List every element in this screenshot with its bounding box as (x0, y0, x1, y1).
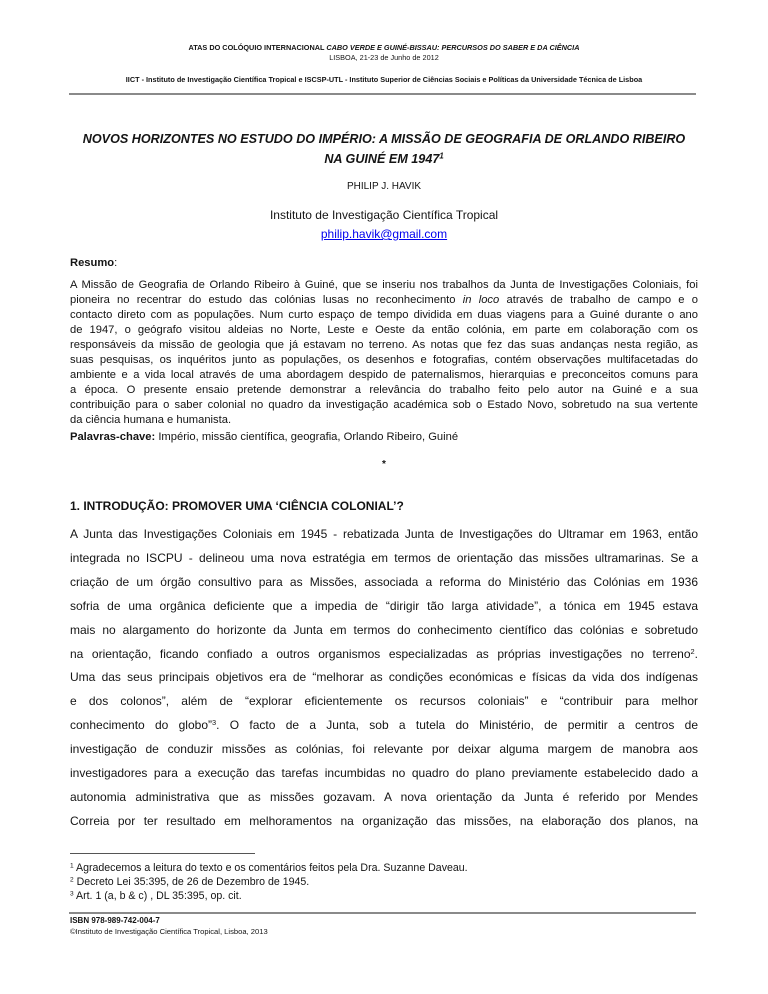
abstract-line: responsáveis da missão de geologia que já estavam no terreno. As notas que fez das suas andanças nesta região, as (70, 339, 698, 351)
header-divider (69, 93, 696, 95)
isbn: ISBN 978-989-742-004-7 (70, 916, 160, 925)
running-header-institutions: IICT - Instituto de Investigação Científica Tropical e ISCSP-UTL - Instituto Superior de Ciências Sociais e Políticas da Universidade Técnica de Lisboa (125, 75, 643, 84)
copyright: ©Instituto de Investigação Científica Tropical, Lisboa, 2013 (70, 927, 268, 936)
paper-title-line-1: NOVOS HORIZONTES NO ESTUDO DO IMPÉRIO: A MISSÃO DE GEOGRAFIA DE ORLANDO RIBEIRO (82, 132, 686, 146)
keywords (70, 429, 458, 445)
footnote-number: 3 (70, 890, 74, 898)
abstract-line: a época. O presente ensaio pretende demonstrar a relevância do trabalho feito pelo autor na Guiné e a sua (70, 384, 698, 396)
abstract-line: contacto direto com as populações. Num curto espaço de tempo dividida em duas viagens para a Guiné durante o ano (70, 309, 698, 321)
footnote-number: 2 (70, 876, 74, 884)
abstract-label-colon: : (114, 257, 118, 269)
body-paragraph (70, 523, 698, 834)
abstract-line: de 1947, o geógrafo visitou aldeias no Norte, Leste e Oeste da então colónia, em parte em colaboração com os (70, 324, 698, 336)
keywords-list: Império, missão científica, geografia, Orlando Ribeiro, Guiné (155, 431, 459, 443)
text-run: através de trabalho de campo e o (499, 294, 698, 306)
author-email-link[interactable]: philip.havik@gmail.com (320, 227, 448, 241)
body-line (70, 643, 698, 667)
body-line: integrada no ISCPU - delineou uma nova estratégia em termos de orientação das missões ultramarinas. Se a (70, 550, 698, 565)
body-line: sofria de uma orgânica deficiente que a impedia de “dirigir tão larga atividade”, a tónica em 1945 estava (70, 598, 698, 613)
abstract-line: suas pesquisas, os inquéritos junto as populações, os desenhos e fotografias, contém observações multifacetadas do (70, 354, 698, 366)
body-line: investigação de conduzir missões as colónias, foi relevante por deixar alguma margem de manobra aos (70, 742, 698, 757)
colloquium-label: ATAS DO COLÓQUIO INTERNACIONAL (188, 43, 327, 52)
body-line: criação de um órgão consultivo para as Missões, associada a reforma do Ministério das Colónias em 1936 (70, 574, 698, 589)
paper-title-text: NA GUINÉ EM 1947 (324, 152, 440, 166)
author-email-row (0, 226, 768, 242)
author-institution: Instituto de Investigação Científica Tropical (269, 208, 499, 222)
body-line: e dos colonos”, além de “explorar eficientemente os recursos coloniais” e “contribuir para melhor (70, 694, 698, 709)
text-run: na orientação, ficando confiado a outros organismos especializadas as próprias investigações no terreno (70, 646, 691, 661)
colloquium-name: CABO VERDE E GUINÉ-BISSAU: PERCURSOS DO SABER E DA CIÊNCIA (326, 43, 580, 52)
text-run: . O facto de a Junta, sob a tutela do Ministério, de permitir a centros de (216, 718, 698, 733)
footnote (70, 875, 468, 889)
abstract-line: da ciência humana e humanista. (70, 414, 232, 426)
footnote (70, 889, 468, 903)
running-header-title (0, 43, 768, 53)
footnote-text: Decreto Lei 35:395, de 26 de Dezembro de 1945. (73, 876, 310, 888)
abstract-line (70, 293, 698, 308)
body-line: autonomia administrativa que as missões gozavam. A nova orientação da Junta é referido por Mendes (70, 789, 698, 804)
body-line: A Junta das Investigações Coloniais em 1945 - rebatizada Junta de Investigações do Ultramar em 1963, então (70, 527, 698, 541)
footnote-separator (70, 853, 255, 854)
paper-title-line-2 (0, 149, 768, 169)
section-separator: * (382, 459, 386, 470)
body-line (70, 714, 698, 738)
abstract-line: contribuição para o saber colonial no quadro da investigação académica sob o Estado Novo, sobretudo na sua vertente (70, 399, 698, 411)
italic-term: in loco (462, 294, 500, 306)
abstract-line: ambiente e a vida local através de uma abordagem despido de paternalismos, hierarquias e preconceitos comuns para (70, 369, 698, 381)
footnotes (70, 861, 468, 903)
body-line: Correia por ter resultado em melhoramentos na organização das missões, na elaboração dos planos, na (70, 813, 698, 828)
abstract-label-text: Resumo (70, 257, 115, 269)
footnote (70, 861, 468, 875)
abstract-paragraph (70, 278, 698, 428)
body-line: mais no alargamento do horizonte da Junta em termos do conhecimento científico das colónias e sobretudo (70, 622, 698, 637)
running-header-place-date: LISBOA, 21-23 de Junho de 2012 (329, 53, 439, 62)
body-line: investigadores para a execução das tarefas incumbidas no quadro do plano previamente estabelecido dado a (70, 766, 698, 781)
author-name: PHILIP J. HAVIK (346, 181, 422, 192)
abstract-line: A Missão de Geografia de Orlando Ribeiro à Guiné, que se inseriu nos trabalhos da Junta de Investigações Coloniais, foi (70, 279, 698, 291)
keywords-label: Palavras-chave: (70, 431, 156, 443)
text-run: pioneira no recentrar do estudo das colónias lusas no reconhecimento (70, 294, 463, 306)
text-run: conhecimento do globo” (70, 718, 212, 733)
footnote-number: 1 (70, 862, 74, 870)
footnote-text: Art. 1 (a, b & c) , DL 35:395, op. cit. (73, 890, 242, 902)
body-line: Uma das seus principais objetivos era de “melhorar as condições económicas e físicas da vida dos indígenas (70, 670, 698, 685)
footnote-ref: 2 (690, 646, 695, 656)
abstract-label (70, 255, 117, 271)
footer-divider (69, 912, 696, 914)
footnote-text: Agradecemos a leitura do texto e os comentários feitos pela Dra. Suzanne Daveau. (73, 862, 468, 874)
section-heading: 1. INTRODUÇÃO: PROMOVER UMA ‘CIÊNCIA COLONIAL’? (70, 499, 404, 513)
footnote-ref: 3 (212, 718, 217, 728)
text-run: . (694, 646, 698, 661)
footnote-ref: 1 (439, 151, 444, 161)
